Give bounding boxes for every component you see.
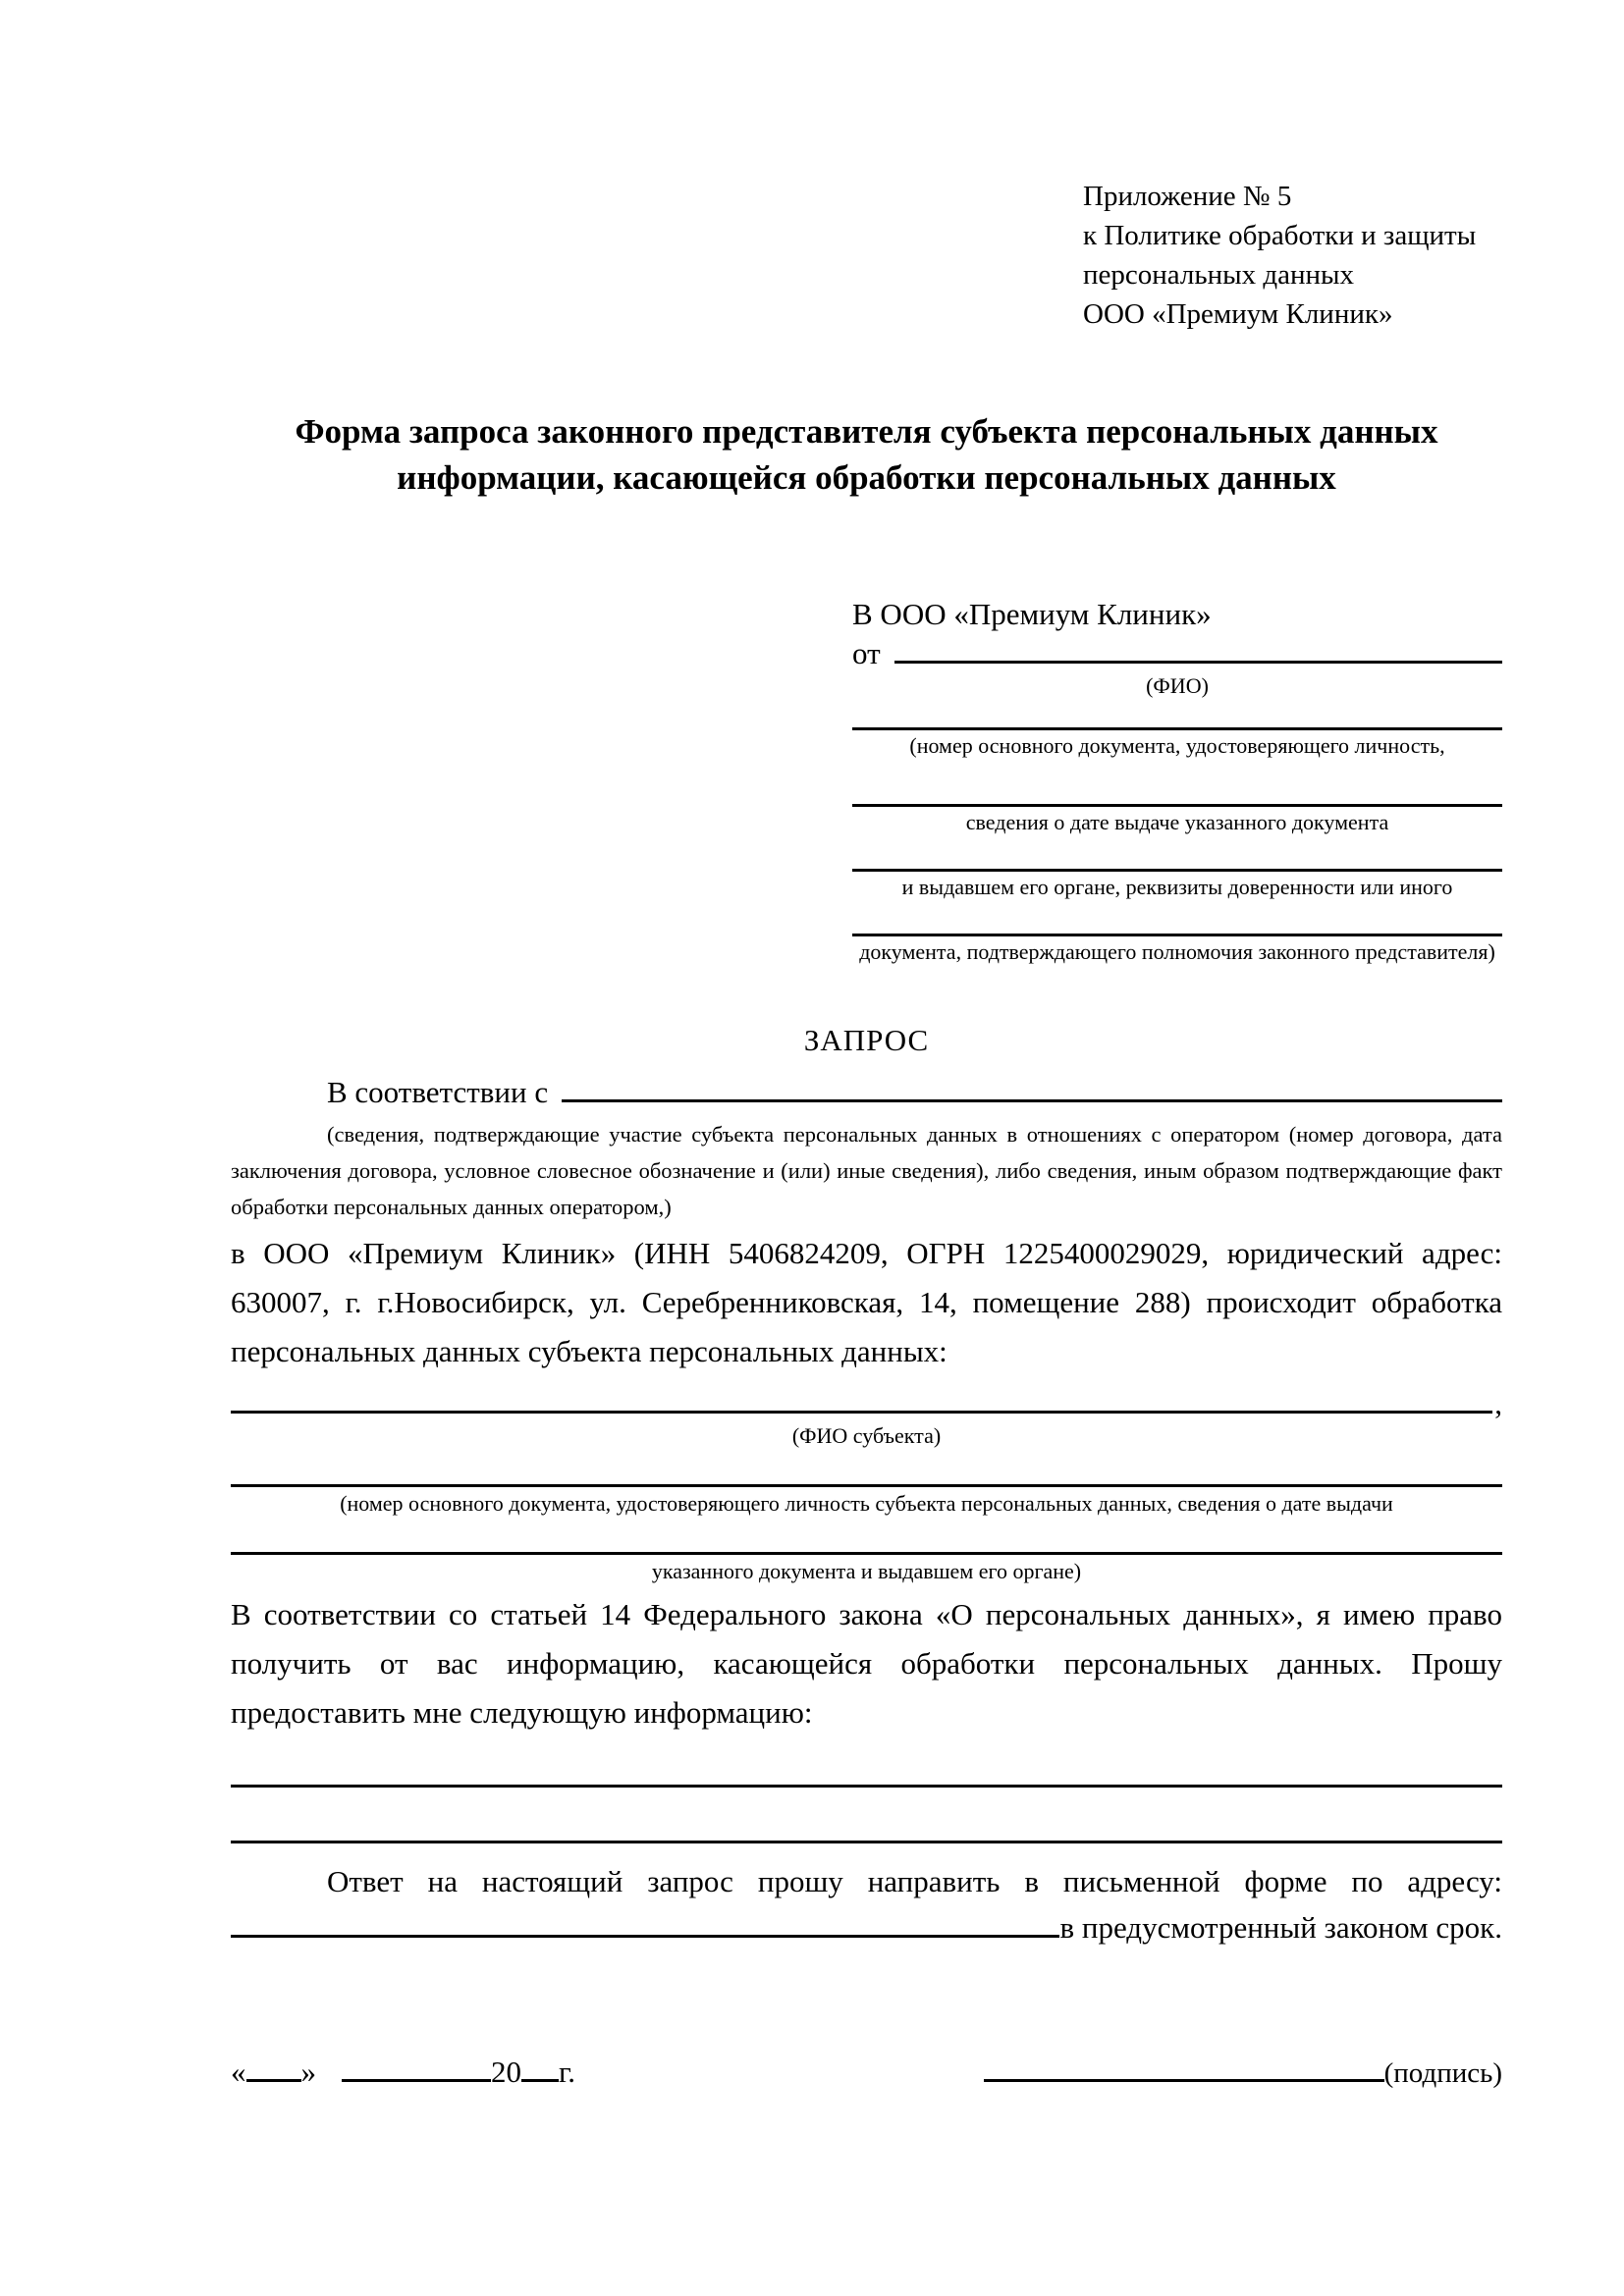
appendix-header	[1083, 177, 1502, 334]
quote-close: »	[300, 2055, 316, 2089]
fill-line	[852, 727, 1502, 730]
fill-line	[852, 804, 1502, 807]
fill-group-document-number	[852, 727, 1502, 759]
subject-line-comma: ,	[1494, 1386, 1502, 1420]
fill-group-authority-document	[852, 934, 1502, 965]
fio-fill-line	[894, 661, 1502, 664]
day-fill-line	[246, 2079, 301, 2082]
fill-caption: (номер основного документа, удостоверяющего личность,	[909, 733, 1445, 758]
fill-group-issue-date	[852, 804, 1502, 835]
footer-row	[231, 2048, 1502, 2098]
fill-line	[852, 934, 1502, 936]
appendix-line: персональных данных	[1083, 259, 1355, 291]
month-fill-line	[342, 2079, 491, 2082]
quote-open: «	[231, 2055, 246, 2089]
subject-doc-fill-line	[231, 1484, 1502, 1487]
law-paragraph: В соответствии со статьей 14 Федерального закона «О персональных данных», я имею право получить от вас информацию, касающейся обработки персональных данных. Прошу предоставить мне следующую информацию:	[231, 1597, 1502, 1730]
fill-caption: документа, подтверждающего полномочия законного представителя)	[859, 939, 1495, 964]
accordance-row	[231, 1073, 1502, 1112]
subject-doc-caption-bottom: указанного документа и выдавшем его органе)	[651, 1559, 1082, 1583]
address-fill-line	[231, 1935, 1059, 1938]
recipient-block	[852, 595, 1502, 965]
accordance-prefix: В соответствии с	[327, 1075, 549, 1109]
answer-paragraph: Ответ на настоящий запрос прошу направить в письменной форме по адресу:	[327, 1864, 1502, 1898]
document-title-line-1: Форма запроса законного представителя субъекта персональных данных	[295, 412, 1438, 451]
accordance-fill-line	[562, 1099, 1502, 1102]
date-group	[231, 2048, 575, 2097]
subject-fio-caption: (ФИО субъекта)	[791, 1423, 942, 1448]
signature-fill-line	[984, 2079, 1384, 2082]
document-title	[231, 408, 1502, 501]
fill-caption: сведения о дате выдаче указанного документа	[965, 810, 1389, 834]
subject-doc-caption-top: (номер основного документа, удостоверяющего личность субъекта персональных данных, сведения о дате выдачи	[340, 1491, 1393, 1516]
signature-group	[984, 2049, 1502, 2098]
from-label: от	[852, 636, 881, 670]
fill-caption: и выдавшем его органе, реквизиты доверенности или иного	[901, 875, 1453, 899]
fio-caption: (ФИО)	[1146, 673, 1209, 698]
request-heading: ЗАПРОС	[803, 1023, 930, 1057]
appendix-line: к Политике обработки и защиты	[1083, 220, 1477, 251]
appendix-line: ООО «Премиум Клиник»	[1083, 298, 1393, 330]
year-prefix: 20	[491, 2055, 521, 2089]
operator-paragraph: в ООО «Премиум Клиник» (ИНН 5406824209, ОГРН 1225400029029, юридический адрес: 630007, г. г.Новосибирск, ул. Серебренниковская, 14, помещение 288) происходит обработка персональных данных субъекта персональных данных:	[231, 1236, 1502, 1368]
info-fill-line-2	[231, 1841, 1502, 1843]
subject-doc-fill-line-2	[231, 1552, 1502, 1555]
info-fill-line-1	[231, 1785, 1502, 1788]
signature-caption: (подпись)	[1383, 2057, 1502, 2089]
subject-fio-row	[231, 1384, 1502, 1423]
subject-fio-fill-line	[231, 1411, 1492, 1414]
year-suffix: г.	[559, 2055, 575, 2089]
document-title-line-2: информации, касающейся обработки персональных данных	[397, 458, 1336, 497]
from-row	[852, 634, 1502, 673]
fill-line	[852, 869, 1502, 872]
year-fill-line	[521, 2079, 559, 2082]
appendix-line: Приложение № 5	[1083, 181, 1292, 212]
fill-group-issuing-authority	[852, 869, 1502, 900]
intro-note: (сведения, подтверждающие участие субъекта персональных данных в отношениях с оператором (номер договора, дата заключения договора, условное словесное обозначение и (или) иные сведения), либо сведения, иным образом подтверждающие факт обработки персональных данных оператором,)	[231, 1122, 1502, 1219]
recipient-to: В ООО «Премиум Клиник»	[852, 597, 1212, 631]
answer-tail: в предусмотренный законом срок.	[1059, 1910, 1502, 1945]
answer-address-row	[231, 1906, 1502, 1949]
